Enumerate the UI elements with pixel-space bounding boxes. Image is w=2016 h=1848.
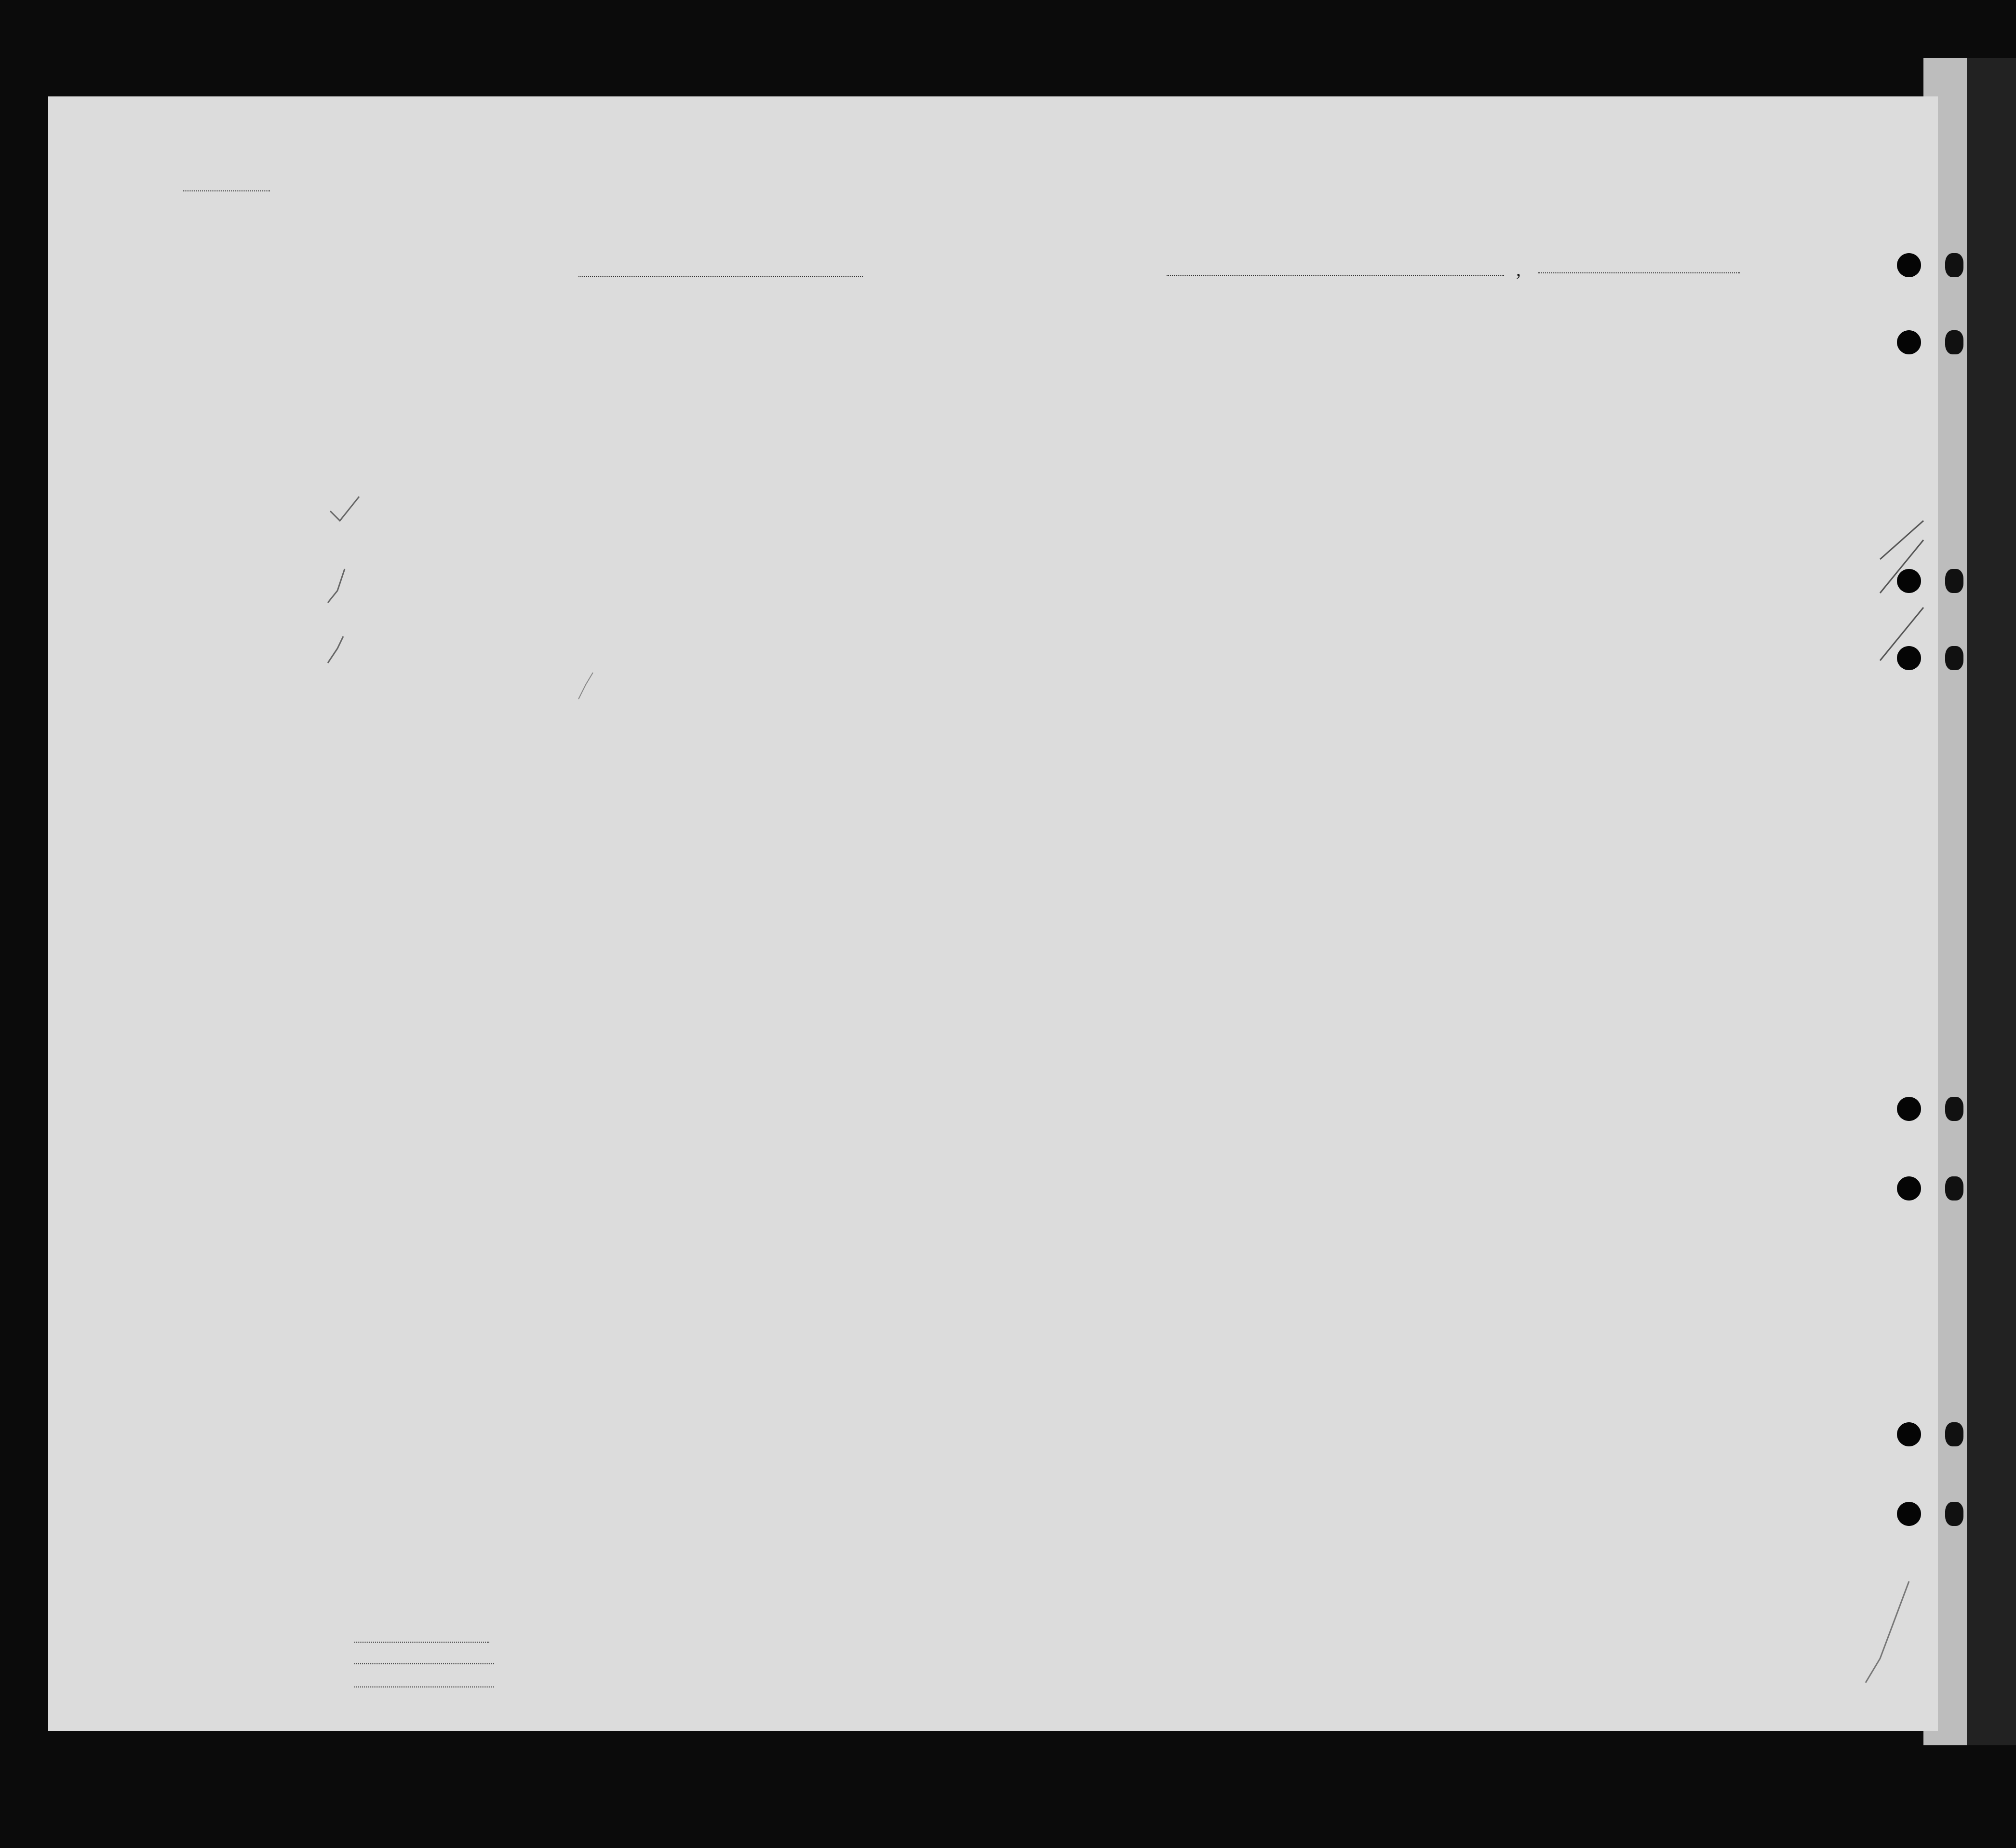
comma-sep: , — [1516, 258, 1521, 280]
footer-aliens-line — [354, 1686, 494, 1687]
footer-citizens-line — [354, 1663, 494, 1664]
footer-total-line — [354, 1642, 489, 1643]
